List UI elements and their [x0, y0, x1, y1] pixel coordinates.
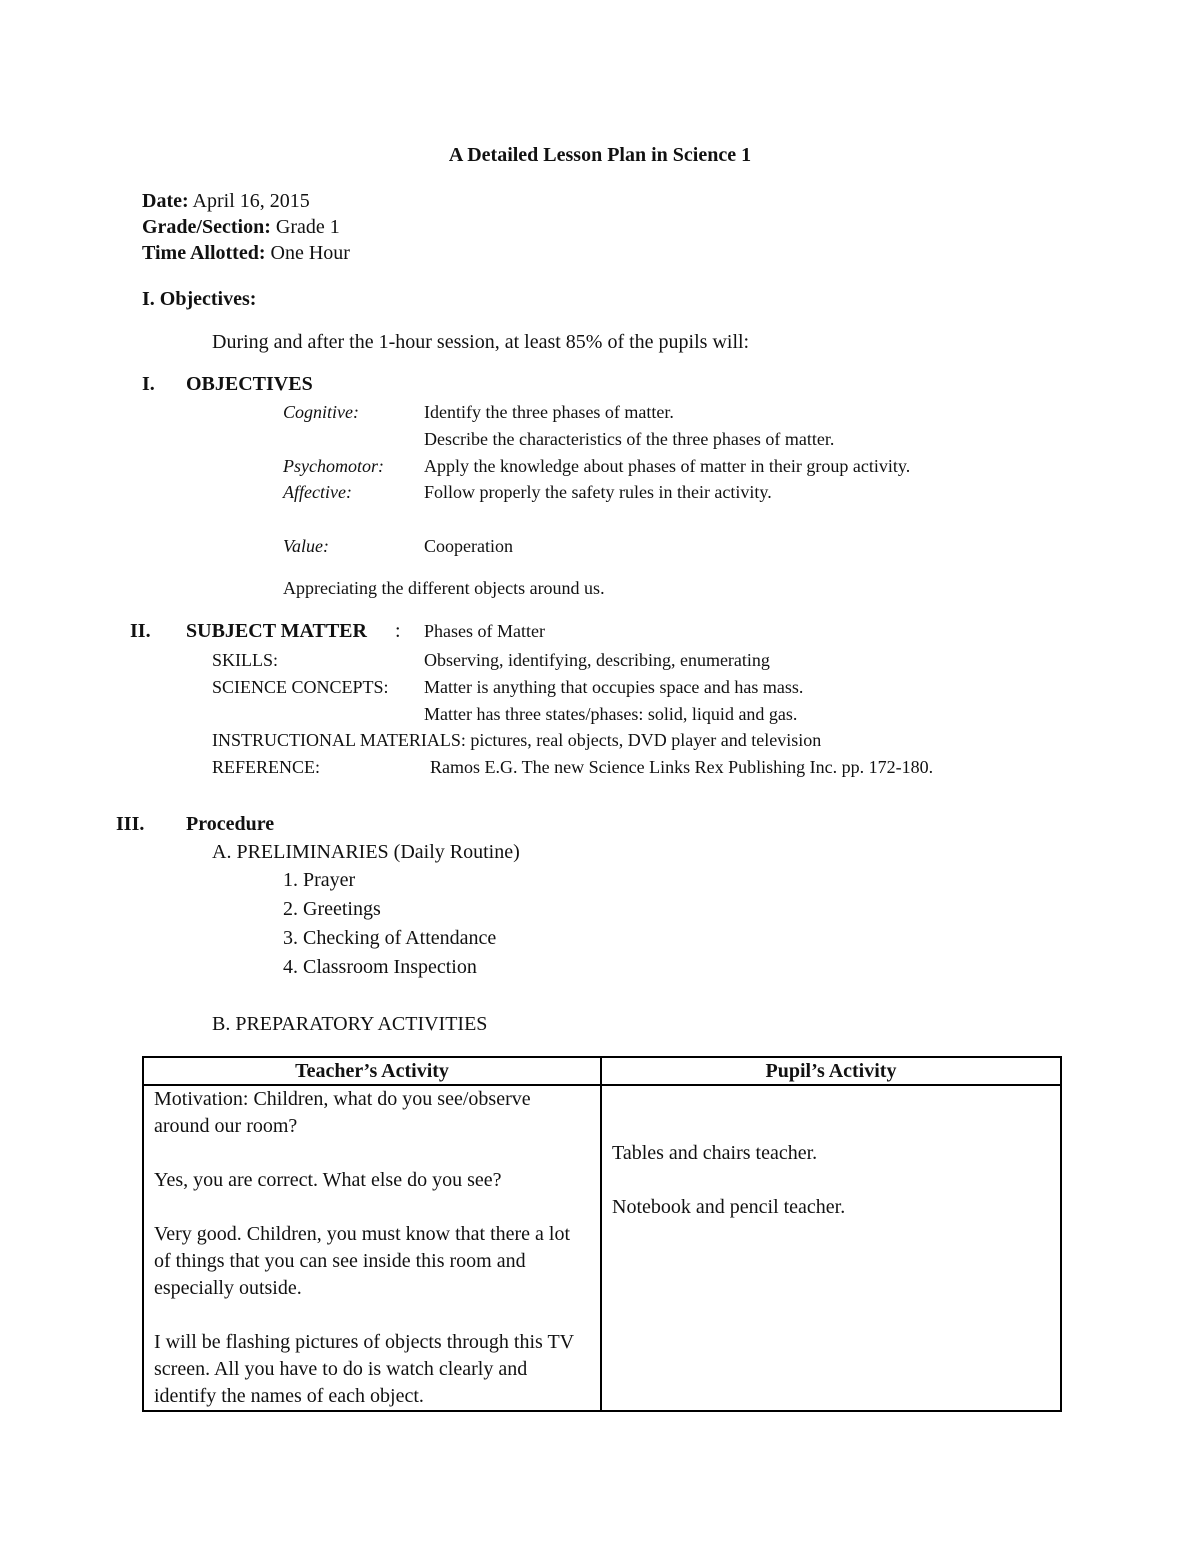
grade-label: Grade/Section: [142, 216, 271, 238]
list-item: 3. Checking of Attendance [283, 927, 497, 949]
time-line [142, 240, 350, 266]
appreciation-text: Appreciating the different objects around us. [283, 578, 605, 598]
time-value: One Hour [270, 242, 350, 264]
grade-line [142, 214, 340, 240]
date-label: Date: [142, 190, 189, 212]
activities-table [142, 1056, 1062, 1412]
table-row [143, 1085, 1061, 1411]
teacher-activity-text: Motivation: Children, what do you see/observe around our room? [154, 1088, 531, 1137]
page-title: A Detailed Lesson Plan in Science 1 [448, 144, 752, 166]
section1-number: I. [142, 373, 155, 395]
skills-label: SKILLS: [212, 650, 279, 670]
objectives-intro: During and after the 1-hour session, at least 85% of the pupils will: [212, 331, 750, 353]
cognitive-2: Describe the characteristics of the three phases of matter. [424, 429, 835, 449]
section2-colon: : [395, 620, 401, 642]
psychomotor-label: Psychomotor: [283, 456, 384, 476]
objectives-heading: I. Objectives: [142, 288, 257, 310]
skills-text: Observing, identifying, describing, enumerating [424, 650, 770, 670]
concept-1: Matter is anything that occupies space and has mass. [424, 677, 804, 697]
pupil-activity-text: Notebook and pencil teacher. [612, 1196, 846, 1218]
pupil-activity-text: Tables and chairs teacher. [612, 1142, 818, 1164]
section3-heading: Procedure [186, 813, 275, 835]
cognitive-1: Identify the three phases of matter. [424, 402, 674, 422]
date-value: April 16, 2015 [192, 190, 310, 212]
preparatory-heading: B. PREPARATORY ACTIVITIES [212, 1013, 488, 1035]
list-item: 2. Greetings [283, 898, 381, 920]
teacher-activity-text: I will be flashing pictures of objects through this TV screen. All you have to do is watch clearly and identify the names of each object. [154, 1331, 574, 1407]
teacher-column-header: Teacher’s Activity [143, 1057, 601, 1085]
materials-line: INSTRUCTIONAL MATERIALS: pictures, real objects, DVD player and television [212, 730, 822, 750]
value-label: Value: [283, 536, 329, 556]
concepts-label: SCIENCE CONCEPTS: [212, 677, 389, 697]
teacher-activity-text: Yes, you are correct. What else do you see? [154, 1169, 502, 1191]
section2-number: II. [130, 620, 151, 642]
list-item: 4. Classroom Inspection [283, 956, 477, 978]
section3-number: III. [116, 813, 145, 835]
date-line [142, 188, 310, 214]
section2-heading: SUBJECT MATTER [186, 620, 367, 642]
affective-label: Affective: [283, 482, 352, 502]
teacher-activity-cell [143, 1085, 601, 1411]
time-label: Time Allotted: [142, 242, 266, 264]
concept-2: Matter has three states/phases: solid, liquid and gas. [424, 704, 798, 724]
section1-heading: OBJECTIVES [186, 373, 313, 395]
preliminaries-heading: A. PRELIMINARIES (Daily Routine) [212, 841, 520, 863]
table-header-row [143, 1057, 1061, 1085]
affective-text: Follow properly the safety rules in their activity. [424, 482, 772, 502]
cognitive-label: Cognitive: [283, 402, 359, 422]
reference-label: REFERENCE: [212, 757, 321, 777]
teacher-activity-text: Very good. Children, you must know that there a lot of things that you can see inside this room and especially outside. [154, 1223, 571, 1299]
reference-text: Ramos E.G. The new Science Links Rex Publishing Inc. pp. 172-180. [430, 757, 934, 777]
subject-topic: Phases of Matter [424, 621, 545, 641]
psychomotor-text: Apply the knowledge about phases of matter in their group activity. [424, 456, 911, 476]
grade-value: Grade 1 [275, 216, 340, 238]
pupil-activity-cell [601, 1085, 1061, 1411]
value-text: Cooperation [424, 536, 513, 556]
pupil-column-header: Pupil’s Activity [601, 1057, 1061, 1085]
list-item: 1. Prayer [283, 869, 356, 891]
